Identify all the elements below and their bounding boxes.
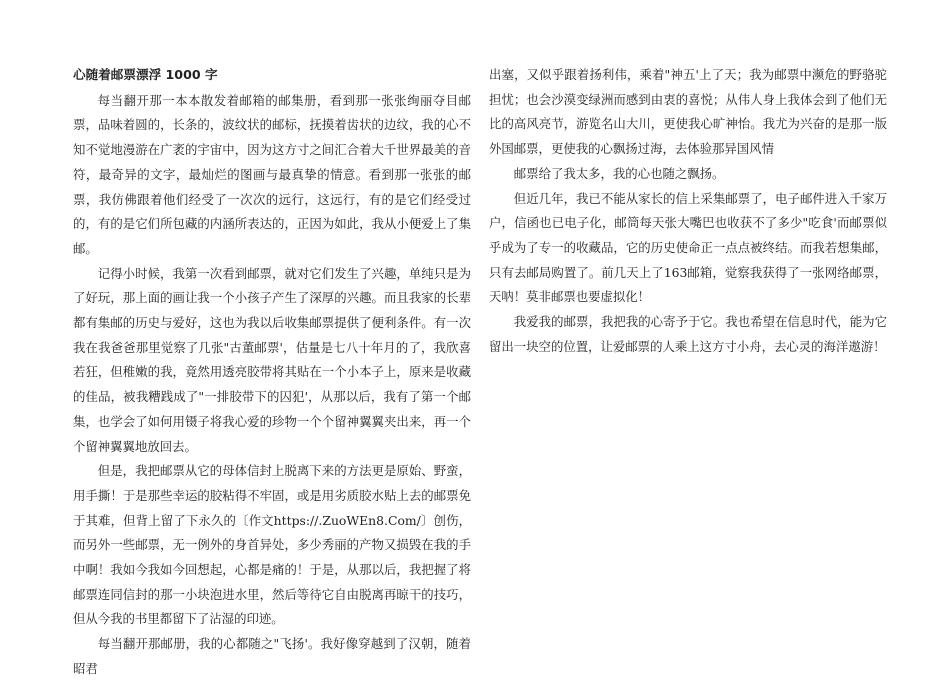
paragraph-2: 记得小时候，我第一次看到邮票，就对它们发生了兴趣，单纯只是为了好玩，那上面的画让我一个小孩子产生了深厚的兴趣。而且我家的长辈都有集邮的历史与爱好，这也为我以后收集邮票提供了便利条件。有一次我在我爸爸那里觉察了几张"古董邮票'，估量是七八十年月的了，我欣喜若狂，但稚嫩的我，竟然用透亮胶带将其贴在一个小本子上，原来是收藏的佳品，被我糟践成了"一排胶带下的囚犯'，从那以后，我有了第一个邮集，也学会了如何用镊子将我心爱的珍物一个个留神翼翼夹出来，再一个个留神翼翼地放回去。	[73, 265, 471, 454]
paragraph-5: 邮票给了我太多，我的心也随之飘扬。	[513, 165, 725, 181]
paragraph-1: 每当翻开那一本本散发着邮箱的邮集册，看到那一张张绚丽夺目邮票，品味着圆的，长条的，波纹状的邮标，抚摸着齿状的边纹，我的心不知不觉地漫游在广袤的宇宙中，因为这方寸之间汇合着大千世界最美的音符，最奇异的文字，最灿烂的图画与最真挚的情意。看到那一张张的邮票，我仿佛跟着他们经受了一次次的远行，这远行，有的是它们经受过的，有的是它们所包藏的内涵所表达的，正因为如此，我从小便爱上了集邮。	[73, 92, 471, 256]
paragraph-4-start: 每当翻开那邮册，我的心都随之"飞扬'。我好像穿越到了汉朝，随着昭君	[73, 636, 471, 676]
left-column	[73, 63, 471, 682]
right-column	[489, 63, 887, 359]
paragraph-3: 但是，我把邮票从它的母体信封上脱离下来的方法更是原始、野蛮，用手撕！于是那些幸运的胶粘得不牢固，或是用劣质胶水贴上去的邮票免于其难，但背上留了下永久的〔作文https://.ZuoWEn8.Com/〕创伤，而另外一些邮票，无一例外的身首异处，多少秀丽的产物又损毁在我的手中啊！我如今我如今回想起，心都是痛的！于是，从那以后，我把握了将邮票连同信封的那一小块泡进水里，然后等待它自由脱离再晾干的技巧，但从今我的书里都留下了沾湿的印迹。	[73, 463, 471, 627]
paragraph-6: 但近几年，我已不能从家长的信上采集邮票了，电子邮件进入千家万户，信函也已电子化，邮筒每天张大嘴巴也收获不了多少"吃食'而邮票似乎成为了专一的收藏品，它的历史使命正一点点被终结。而我若想集邮，只有去邮局购置了。前几天上了163邮箱，觉察我获得了一张网络邮票，天呐！莫非邮票也要虚拟化！	[489, 190, 887, 305]
paragraph-4-continued: 出塞，又似乎跟着扬利伟，乘着"神五'上了天；我为邮票中濒危的野骆驼担忧；也会沙漠变绿洲而感到由衷的喜悦；从伟人身上我体会到了他们无比的高风亮节，游览名山大川，更使我心旷神怡。我尤为兴奋的是那一版外国邮票，更使我的心飘扬过海，去体验那异国风情	[489, 67, 887, 157]
paragraph-7: 我爱我的邮票，我把我的心寄予于它。我也希望在信息时代，能为它留出一块空的位置，让爱邮票的人乘上这方寸小舟，去心灵的海洋遨游！	[489, 314, 887, 354]
document-title: 心随着邮票漂浮 1000 字	[73, 67, 218, 82]
